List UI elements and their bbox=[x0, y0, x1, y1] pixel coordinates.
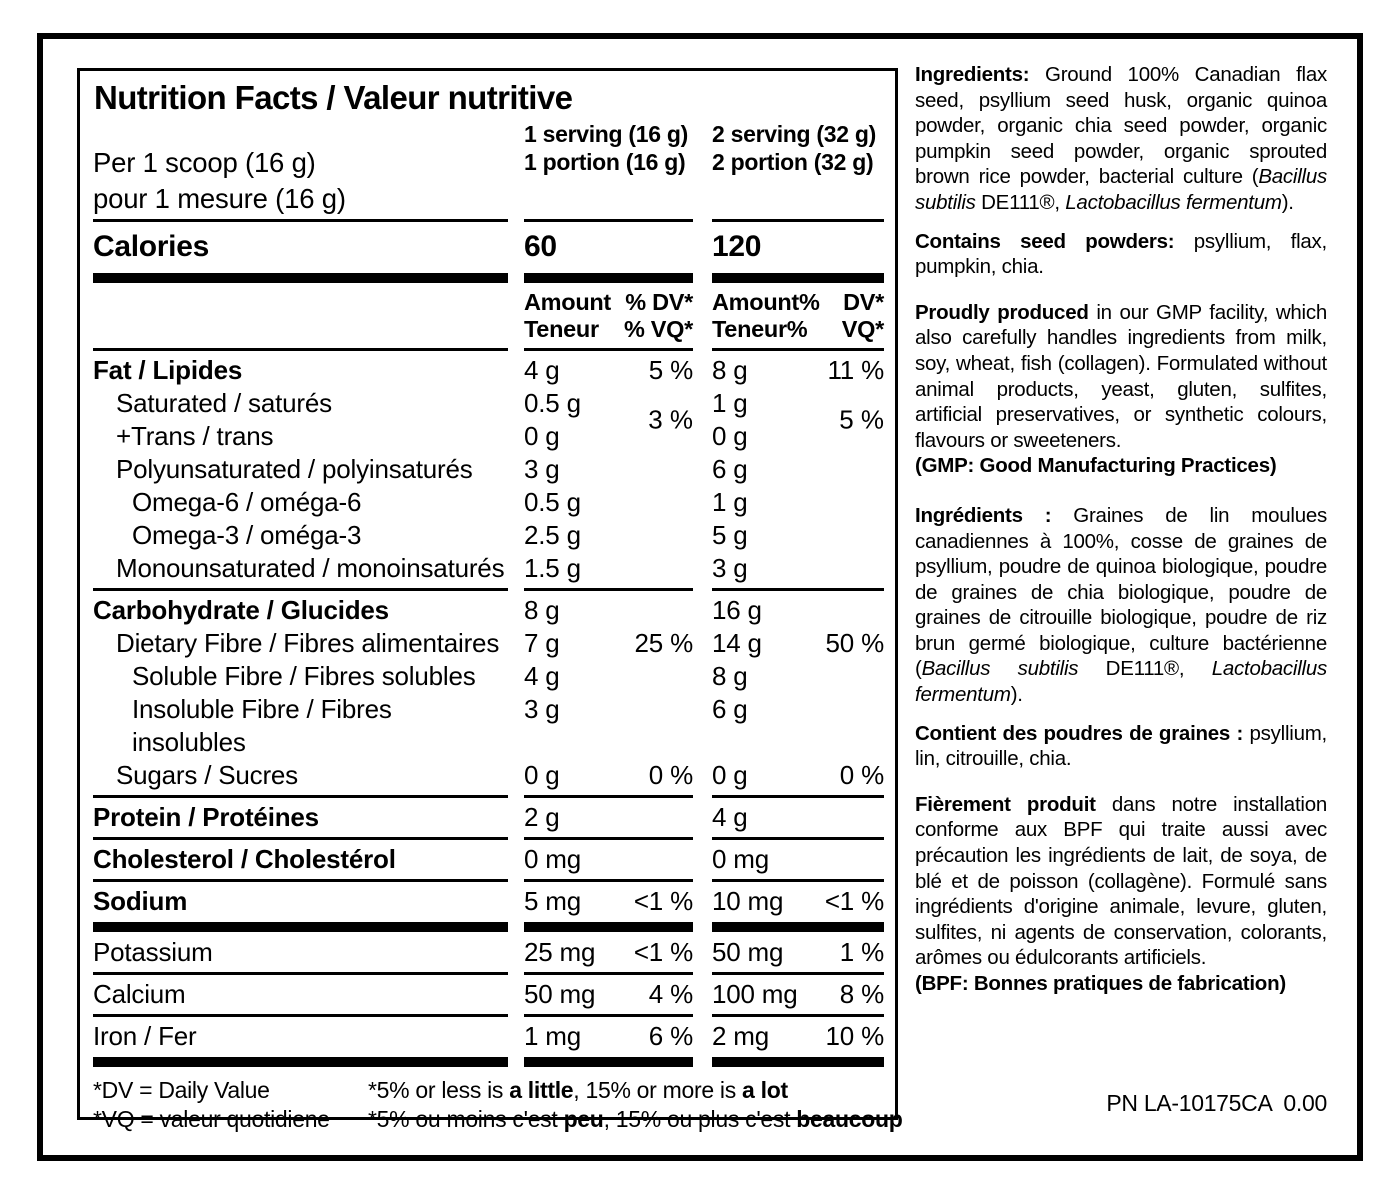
amount-value: 2 g bbox=[524, 802, 560, 832]
nutrient-row bbox=[93, 843, 883, 876]
amount-value: 50 mg bbox=[524, 979, 596, 1009]
separator bbox=[93, 876, 883, 885]
separator bbox=[93, 216, 883, 225]
vq-label-1: % VQ* bbox=[623, 315, 693, 342]
serving-column-1-header bbox=[524, 121, 693, 217]
serving-size-en: Per 1 scoop (16 g) bbox=[93, 147, 316, 178]
separator bbox=[93, 1011, 883, 1020]
nutrient-row bbox=[93, 801, 883, 834]
amount-value: 0 g bbox=[524, 760, 560, 790]
daily-value-percent: 4 % bbox=[648, 979, 693, 1009]
amount-value: 14 g bbox=[712, 628, 762, 658]
amount-value: 25 mg bbox=[524, 937, 596, 967]
serving-column-2-header bbox=[712, 121, 884, 217]
nutrient-label: Sodium bbox=[93, 886, 188, 916]
amount-value: 3 g bbox=[524, 694, 560, 724]
separator bbox=[93, 969, 883, 978]
separator bbox=[93, 918, 883, 936]
daily-value-percent: <1 % bbox=[633, 937, 693, 967]
nutrient-label: +Trans / trans bbox=[116, 421, 274, 451]
amount-value: 0.5 g bbox=[524, 388, 581, 418]
nutrient-label: Calcium bbox=[93, 979, 186, 1009]
part-number: PN LA-10175CA 0.00 bbox=[1106, 1090, 1327, 1116]
serving-1-fr: 1 portion (16 g) bbox=[524, 148, 686, 175]
serving-size-text bbox=[93, 121, 508, 217]
amount-value: 10 mg bbox=[712, 886, 784, 916]
vq-label-2: VQ* bbox=[841, 315, 884, 342]
amount-value: 0 g bbox=[712, 760, 748, 790]
amount-label-1: Amount bbox=[524, 289, 611, 315]
daily-value-percent: 3 % bbox=[648, 404, 693, 435]
serving-1-en: 1 serving (16 g) bbox=[524, 121, 688, 147]
nutrient-label: Soluble Fibre / Fibres solubles bbox=[132, 661, 476, 691]
amount-value: 8 g bbox=[712, 355, 748, 385]
serving-2-fr: 2 portion (32 g) bbox=[712, 148, 874, 175]
amount-value: 0 mg bbox=[524, 844, 582, 874]
amount-value: 50 mg bbox=[712, 937, 784, 967]
nutrient-label: Insoluble Fibre / Fibres insolubles bbox=[132, 694, 392, 757]
footnote-line: *5% or less is a little, 15% or more is a lot bbox=[368, 1077, 788, 1103]
nutrient-table bbox=[93, 354, 883, 1071]
separator bbox=[93, 834, 883, 843]
nutrient-row bbox=[93, 660, 883, 693]
daily-value-percent: 50 % bbox=[825, 628, 884, 658]
nutrient-label: Protein / Protéines bbox=[93, 802, 319, 832]
info-paragraph: (BPF: Bonnes pratiques de fabrication) bbox=[915, 972, 1286, 995]
nutrient-row bbox=[93, 552, 883, 585]
amount-value: 8 g bbox=[524, 595, 560, 625]
amount-value: 3 g bbox=[524, 454, 560, 484]
amount-value: 1 g bbox=[712, 388, 748, 418]
dv-label-1: % DV* bbox=[625, 289, 693, 315]
daily-value-percent: 5 % bbox=[648, 355, 693, 385]
nutrient-row bbox=[93, 978, 883, 1011]
amount-label-2: Amount% bbox=[712, 289, 820, 315]
calories-row bbox=[93, 225, 883, 269]
info-paragraph: Contient des poudres de graines : psyllium, lin, citrouille, chia. bbox=[915, 721, 1328, 771]
footnote-definitions bbox=[93, 1076, 368, 1133]
nutrient-label: Omega-6 / oméga-6 bbox=[132, 487, 362, 517]
amount-value: 0 g bbox=[524, 421, 560, 451]
info-paragraph: Ingredients: Ground 100% Canadian flax seed, psyllium seed husk, organic quinoa powder, organic chia seed powder, organic pumpkin seed powder, organic sprouted brown rice powder, bacterial culture (Bacillus subtilis DE111®, Lactobacillus fermentum). bbox=[915, 63, 1327, 214]
info-paragraph: Proudly produced in our GMP facility, which also carefully handles ingredients from milk, soy, wheat, fish (collagen). Formulated without animal products, yeast, gluten, sulfites, artificial preservatives, or synthetic colours, flavours or sweeteners. bbox=[915, 300, 1327, 452]
amount-value: 2 mg bbox=[712, 1021, 770, 1051]
amount-value: 0 g bbox=[712, 421, 748, 451]
amount-dv-header bbox=[93, 287, 883, 345]
amount-value: 0 mg bbox=[712, 844, 770, 874]
serving-2-en: 2 serving (32 g) bbox=[712, 121, 876, 147]
daily-value-percent: 11 % bbox=[827, 355, 884, 385]
nutrient-row bbox=[93, 936, 883, 969]
amount-value: 6 g bbox=[712, 454, 748, 484]
dv-label-2: DV* bbox=[843, 289, 884, 315]
amount-value: 100 mg bbox=[712, 979, 798, 1009]
amount-value: 16 g bbox=[712, 595, 762, 625]
separator bbox=[93, 345, 883, 354]
amount-value: 4 g bbox=[712, 802, 748, 832]
nutrient-label: Polyunsaturated / polyinsaturés bbox=[116, 454, 473, 484]
separator bbox=[93, 1053, 883, 1071]
nutrient-label: Iron / Fer bbox=[93, 1021, 197, 1051]
footnote-line: *DV = Daily Value bbox=[93, 1077, 270, 1103]
nutrient-label: Saturated / saturés bbox=[116, 388, 332, 418]
calories-value-1: 60 bbox=[524, 230, 557, 263]
nutrient-label: Fat / Lipides bbox=[93, 355, 243, 385]
separator bbox=[93, 792, 883, 801]
nutrient-row bbox=[93, 759, 883, 792]
teneur-label-1: Teneur bbox=[524, 315, 599, 342]
daily-value-percent: 0 % bbox=[648, 760, 693, 790]
footnote-line: *5% ou moins c'est peu, 15% ou plus c'est beaucoup bbox=[368, 1105, 903, 1132]
daily-value-percent: 5 % bbox=[839, 404, 884, 435]
nutrient-label: Sugars / Sucres bbox=[116, 760, 298, 790]
teneur-label-2: Teneur% bbox=[712, 315, 808, 342]
amount-value: 8 g bbox=[712, 661, 748, 691]
nutrient-row bbox=[93, 594, 883, 627]
amount-value: 2.5 g bbox=[524, 520, 581, 550]
amount-value: 1 g bbox=[712, 487, 748, 517]
nutrient-label: Cholesterol / Cholestérol bbox=[93, 844, 396, 874]
nutrient-row-group bbox=[93, 387, 883, 453]
serving-info bbox=[93, 121, 883, 216]
amount-value: 1.5 g bbox=[524, 553, 581, 583]
nutrient-label: Dietary Fibre / Fibres alimentaires bbox=[116, 628, 500, 658]
nutrient-row bbox=[93, 627, 883, 660]
footnotes bbox=[93, 1076, 903, 1133]
ingredients-panel bbox=[915, 62, 1327, 1010]
separator bbox=[93, 269, 883, 287]
footnote-line: *VQ = valeur quotidiene bbox=[93, 1105, 330, 1132]
nutrient-row bbox=[93, 354, 883, 387]
serving-size-fr: pour 1 mesure (16 g) bbox=[93, 183, 346, 214]
info-paragraph: Fièrement produit dans notre installation conforme aux BPF qui traite aussi avec précaution les ingrédients de lait, de soya, de blé et de poisson (collagène). Formulé sans ingrédients d'origine animale, levure, gluten, sulfites, ni agents de conservation, colorants, arômes ou édulcorants artificiels. bbox=[915, 792, 1327, 970]
nutrient-label: Potassium bbox=[93, 937, 213, 967]
daily-value-percent: 8 % bbox=[839, 979, 884, 1009]
nutrition-facts-panel bbox=[77, 68, 903, 1132]
footnote-guidance bbox=[368, 1076, 903, 1133]
info-paragraph: (GMP: Good Manufacturing Practices) bbox=[915, 454, 1277, 478]
daily-value-percent: 0 % bbox=[839, 760, 884, 790]
nutrient-row bbox=[93, 519, 883, 552]
amount-value: 6 g bbox=[712, 694, 748, 724]
daily-value-percent: 10 % bbox=[825, 1021, 884, 1051]
nutrition-facts-title: Nutrition Facts / Valeur nutritive bbox=[94, 79, 573, 116]
nutrient-row bbox=[93, 693, 883, 759]
info-paragraph: Ingrédients : Graines de lin moulues canadiennes à 100%, cosse de graines de psyllium, poudre de quinoa biologique, poudre de graines de chia biologique, poudre de graines de citrouille biologique, poudre de riz brun germé biologique, culture bactérienne (Bacillus subtilis DE111®, Lactobacillus fermentum). bbox=[915, 503, 1327, 707]
daily-value-percent: 25 % bbox=[634, 628, 693, 658]
daily-value-percent: 6 % bbox=[648, 1021, 693, 1051]
nutrient-row bbox=[93, 1020, 883, 1053]
amount-value: 7 g bbox=[524, 628, 560, 658]
amount-value: 3 g bbox=[712, 553, 748, 583]
calories-value-2: 120 bbox=[712, 230, 762, 263]
nutrient-row bbox=[93, 486, 883, 519]
nutrient-label: Omega-3 / oméga-3 bbox=[132, 520, 362, 550]
amount-value: 1 mg bbox=[524, 1021, 582, 1051]
daily-value-percent: <1 % bbox=[633, 886, 693, 916]
nutrient-label: Monounsaturated / monoinsaturés bbox=[116, 553, 505, 583]
separator bbox=[93, 585, 883, 594]
nutrient-row bbox=[93, 885, 883, 918]
info-paragraph: Contains seed powders: psyllium, flax, pumpkin, chia. bbox=[915, 229, 1327, 279]
nutrient-label: Carbohydrate / Glucides bbox=[93, 595, 389, 625]
amount-value: 0.5 g bbox=[524, 487, 581, 517]
amount-value: 5 g bbox=[712, 520, 748, 550]
calories-label: Calories bbox=[93, 230, 209, 263]
amount-value: 5 mg bbox=[524, 886, 582, 916]
amount-value: 4 g bbox=[524, 355, 560, 385]
amount-value: 4 g bbox=[524, 661, 560, 691]
nutrient-row bbox=[93, 453, 883, 486]
daily-value-percent: <1 % bbox=[824, 886, 884, 916]
daily-value-percent: 1 % bbox=[839, 937, 884, 967]
